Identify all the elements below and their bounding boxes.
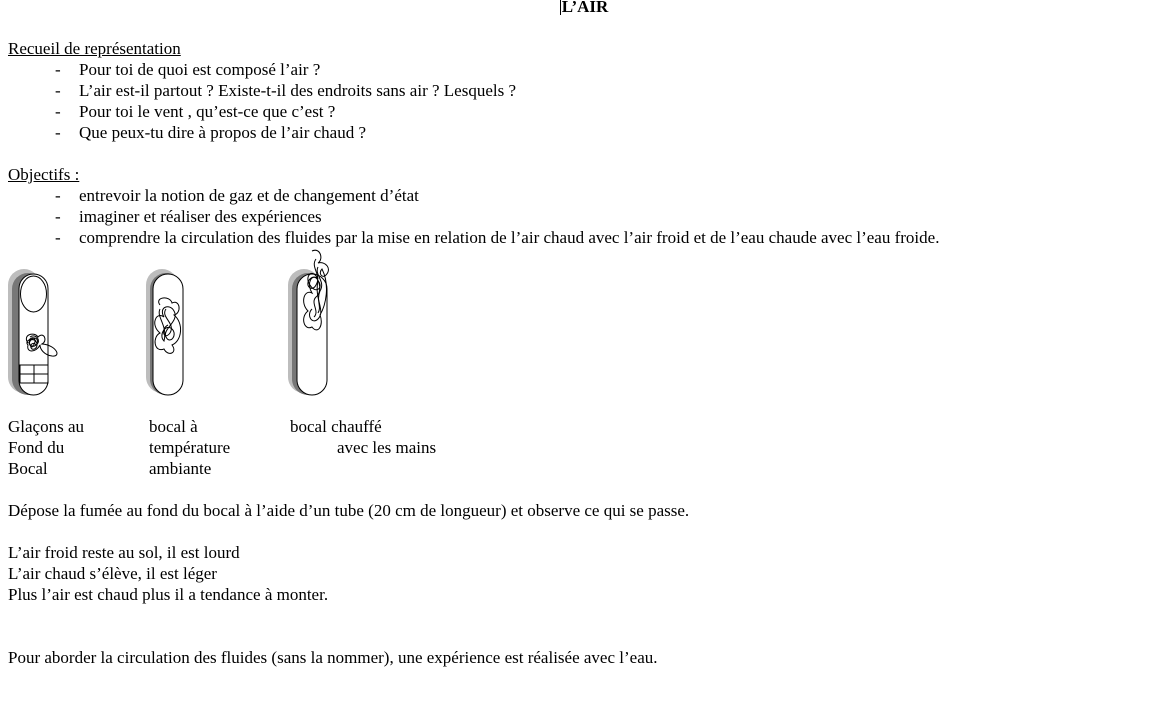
list-item-text: imaginer et réaliser des expériences xyxy=(79,207,322,226)
list-item-text: Que peux-tu dire à propos de l’air chaud ? xyxy=(79,123,366,142)
jar-heated-icon xyxy=(288,250,328,395)
list-item-text: comprendre la circulation des fluides par la mise en relation de l’air chaud avec l’air froid et de l’eau chaude avec l’eau froide. xyxy=(79,228,940,247)
list-item xyxy=(55,80,516,101)
conclusion-line: L’air froid reste au sol, il est lourd xyxy=(8,543,240,562)
caption-jar1-line1: Glaçons au xyxy=(8,417,85,436)
instruction-paragraph: Dépose la fumée au fond du bocal à l’aide d’un tube (20 cm de longueur) et observe ce qui se passe. xyxy=(8,501,690,520)
bullet-dash: - xyxy=(55,186,61,205)
jar-ice-icon xyxy=(8,269,57,395)
jars-illustration xyxy=(0,245,360,400)
text-cursor xyxy=(560,0,561,15)
bullet-dash: - xyxy=(55,207,61,226)
bullet-dash: - xyxy=(55,102,61,121)
final-paragraph: Pour aborder la circulation des fluides (sans la nommer), une expérience est réalisée avec l’eau. xyxy=(8,648,658,667)
caption-jar2-line2: température xyxy=(149,438,231,457)
recueil-heading: Recueil de représentation xyxy=(8,39,181,58)
list-item-text: Pour toi le vent , qu’est-ce que c’est ? xyxy=(79,102,336,121)
caption-jar2-line3: ambiante xyxy=(149,459,212,478)
list-item-text: Pour toi de quoi est composé l’air ? xyxy=(79,60,321,79)
caption-jar3-line2: avec les mains xyxy=(337,438,437,457)
bullet-dash: - xyxy=(55,81,61,100)
list-item xyxy=(55,101,335,122)
caption-jar2-line1: bocal à xyxy=(149,417,198,436)
bullet-dash: - xyxy=(55,228,61,247)
jar-ambient-icon xyxy=(146,269,183,395)
conclusion-line: Plus l’air est chaud plus il a tendance à monter. xyxy=(8,585,329,604)
list-item xyxy=(55,185,419,206)
caption-jar1-line2: Fond du xyxy=(8,438,65,457)
list-item-text: L’air est-il partout ? Existe-t-il des endroits sans air ? Lesquels ? xyxy=(79,81,516,100)
objectifs-heading: Objectifs : xyxy=(8,165,80,184)
list-item xyxy=(55,122,366,143)
list-item-text: entrevoir la notion de gaz et de changement d’état xyxy=(79,186,419,205)
list-item xyxy=(55,206,322,227)
title-text: L’AIR xyxy=(561,0,609,16)
caption-jar1-line3: Bocal xyxy=(8,459,48,478)
caption-jar3-line1: bocal chauffé xyxy=(290,417,382,436)
conclusion-line: L’air chaud s’élève, il est léger xyxy=(8,564,217,583)
document-title xyxy=(0,0,1168,17)
bullet-dash: - xyxy=(55,123,61,142)
list-item xyxy=(55,59,320,80)
bullet-dash: - xyxy=(55,60,61,79)
